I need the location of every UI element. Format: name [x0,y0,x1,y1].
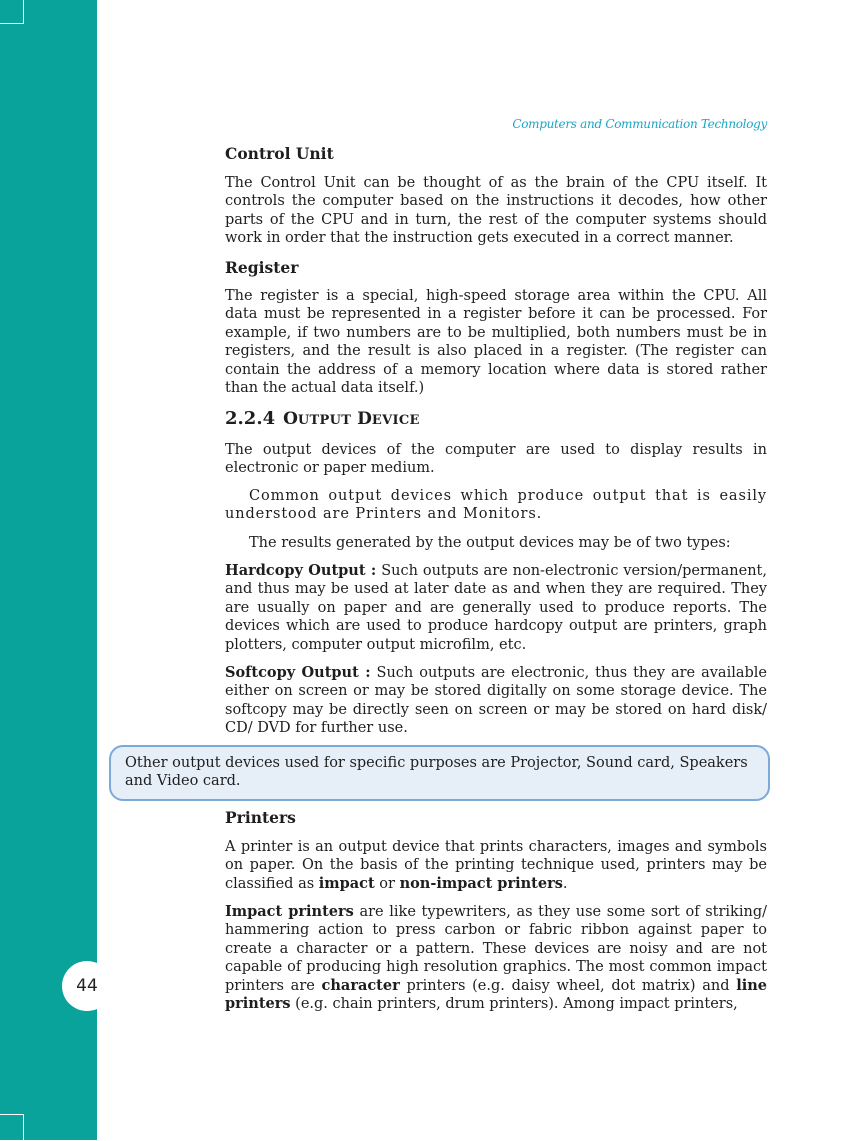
output-paragraph-1: The output devices of the computer are used to display results in electronic or paper medium. [225,442,767,477]
crop-mark-bottom [0,1114,24,1141]
printers-heading: Printers [225,808,296,827]
page-number: 44 [62,961,112,1011]
register-heading: Register [225,258,299,277]
running-header: Computers and Communication Technology [512,117,767,131]
printers-paragraph-1: A printer is an output device that prints characters, images and symbols on paper. On the basis of the printing technique used, printers may be classified as impact or non-impact printers. [225,839,767,892]
softcopy-paragraph: Softcopy Output : Such outputs are electronic, thus they are available either on screen or may be stored digitally on some storage device. The softcopy may be directly seen on screen or may be stored on hard disk/ CD/ DVD for further use. [225,664,768,737]
control-unit-paragraph: The Control Unit can be thought of as the brain of the CPU itself. It controls the computer based on the instructions it decodes, how other parts of the CPU and in turn, the rest of the computer systems should work in order that the instruction gets executed in a correct manner. [225,175,767,247]
softcopy-label: Softcopy Output : [225,664,371,681]
register-paragraph: The register is a special, high-speed storage area within the CPU. All data must be represented in a register before it can be processed. For example, if two numbers are to be multiplied, both numbers must be in registers, and the result is also placed in a register. (The register can contain the address of a memory location where data is stored rather than the actual data itself.) [225,288,767,397]
printers-paragraph-2: Impact printers are like typewriters, as they use some sort of striking/ hammering action to press carbon or fabric ribbon against paper to create a character or a pattern. These devices are noisy and are not capable of producing high resolution graphics. The most common impact printers are character printers (e.g. daisy wheel, dot matrix) and line printers (e.g. chain printers, drum printers). Among impact printers, [225,903,767,1013]
output-paragraph-2: Common output devices which produce output that is easily understood are Printers and Monitors. [225,488,767,523]
hardcopy-label: Hardcopy Output : [225,562,377,579]
crop-mark-top [0,0,24,24]
section-heading: 2.2.4 OUTPUT DEVICE [225,408,420,429]
hardcopy-paragraph: Hardcopy Output : Such outputs are non-electronic version/permanent, and thus may be used at later date as and when they are required. They are usually on paper and are generally used to produce reports. The devices which are used to produce hardcopy output are printers, graph plotters, computer output microfilm, etc. [225,562,767,653]
register-title [225,258,767,277]
control-unit-heading: Control Unit [225,144,334,163]
section-number: 2.2.4 [225,408,276,429]
impact-printers-label: Impact printers [225,903,354,920]
printers-title [225,808,767,827]
output-paragraph-3: The results generated by the output devices may be of two types: [249,535,731,551]
control-unit-title [225,144,767,163]
note-box: Other output devices used for specific purposes are Projector, Sound card, Speakers and Video card. [109,745,770,801]
